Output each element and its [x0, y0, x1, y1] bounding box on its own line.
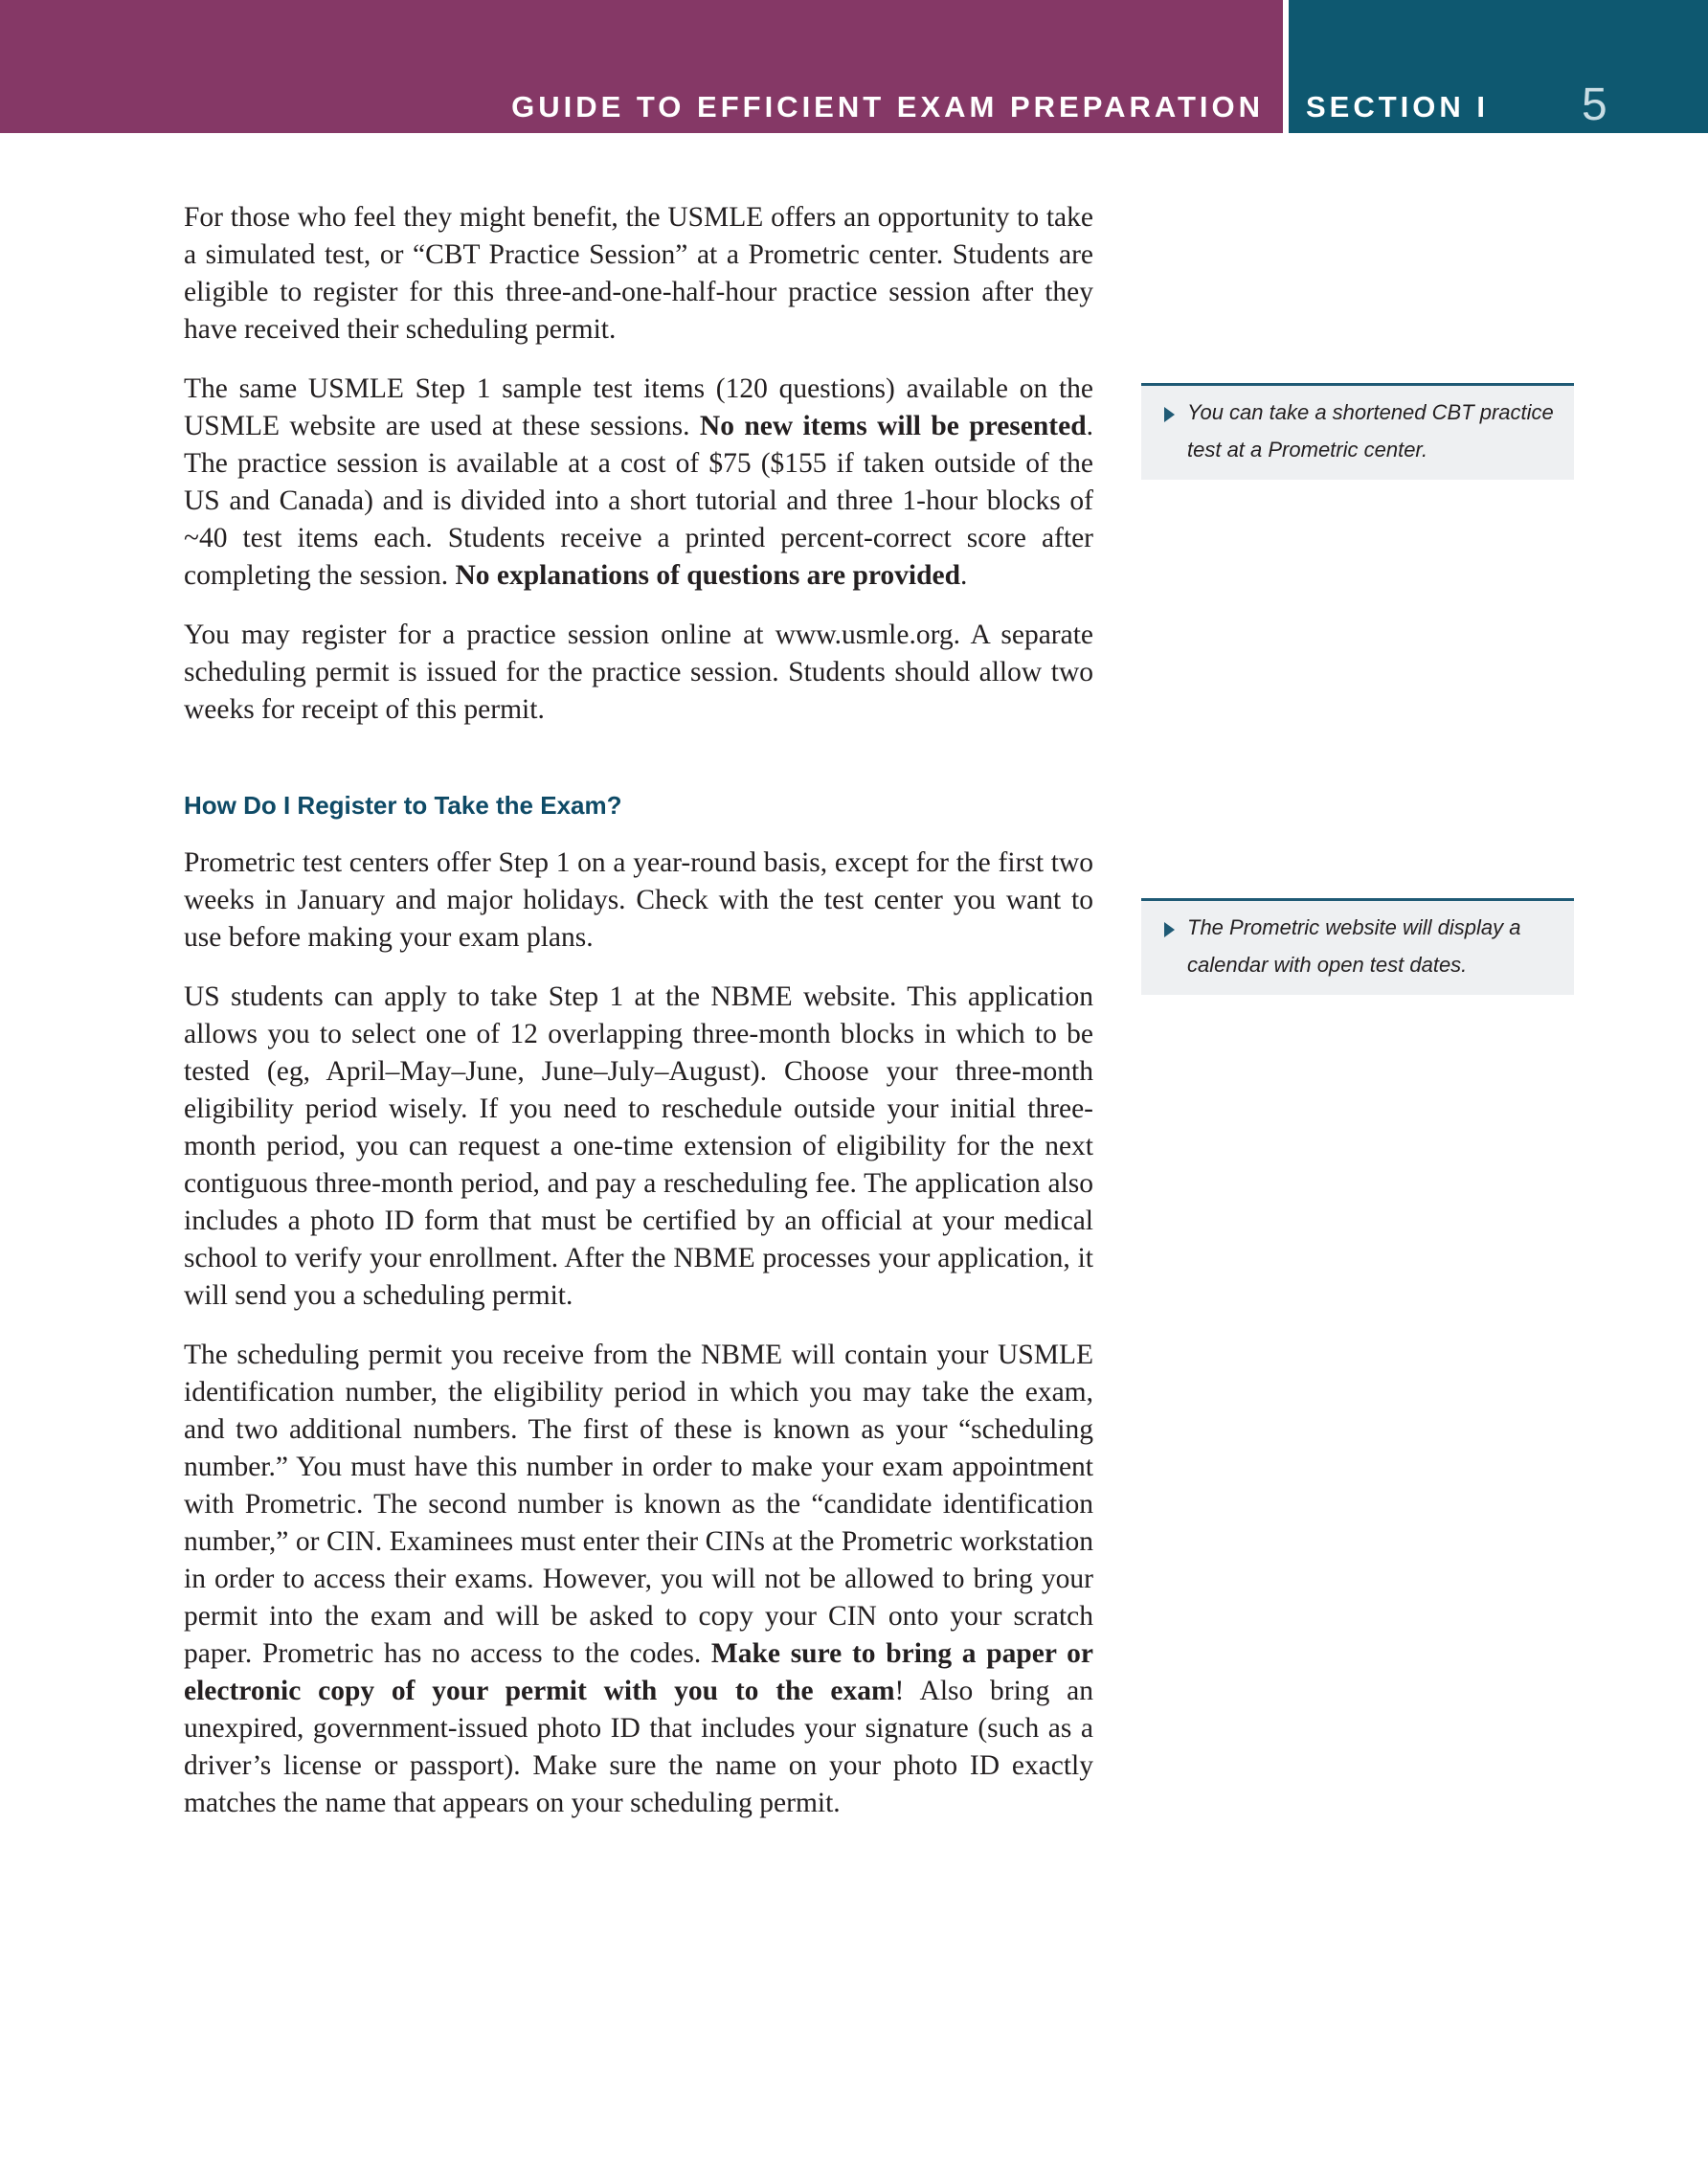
margin-note-text: You can take a shortened CBT practice test at a Prometric center. [1187, 400, 1554, 462]
bold-text: No new items will be presented [699, 411, 1087, 441]
text-span: The scheduling permit you receive from the NBME will contain your USMLE identification number, the eligibility period in which you may take the exam, and two additional numbers. The first of these is known as your “scheduling number.” You must have this number in order to make your exam appointment with Prometric. The second number is known as the “candidate identification number,” or CIN. Examinees must enter their CINs at the Prometric workstation in order to access their exams. However, you will not be allowed to bring your permit into the exam and will be asked to copy your CIN onto your scratch paper. Prometric has no access to the codes. [184, 1340, 1093, 1669]
triangle-bullet-icon [1164, 922, 1175, 937]
bold-text: Make sure to bring a paper or electronic copy of your permit with you to the exam [184, 1638, 1093, 1706]
triangle-bullet-icon [1164, 407, 1175, 422]
paragraph-us-students: US students can apply to take Step 1 at the NBME website. This application allows you to select one of 12 overlapping three-month blocks in which to be tested (eg, April–May–June, June–July–August). Choose your three-month eligibility period wisely. If you need to reschedule outside your initial three-month period, you can request a one-time extension of eligibility for the next contiguous three-month period, and pay a rescheduling fee. The application also includes a photo ID form that must be certified by an official at your medical school to verify your enrollment. After the NBME processes your application, it will send you a scheduling permit. [184, 981, 1093, 1311]
page-header [0, 0, 1708, 133]
margin-note-practice-test [1141, 383, 1574, 480]
paragraph-scheduling-permit [184, 1337, 1093, 1822]
paragraph-sample-items [184, 371, 1093, 595]
section-label: SECTION I [1306, 90, 1490, 124]
margin-note-text: The Prometric website will display a calendar with open test dates. [1187, 915, 1521, 977]
bold-text: No explanations of questions are provided [455, 560, 961, 591]
text-span: The same USMLE Step 1 sample test items (120 questions) available on the USMLE website are used at these sessions. [184, 373, 1093, 441]
main-text-column [184, 199, 1093, 1844]
text-span: . The practice session is available at a cost of $75 ($155 if taken outside of the US and Canada) and is divided into a short tutorial and three 1-hour blocks of ~40 test items each. Students receive a printed percent-correct score after completing the session. [184, 411, 1093, 591]
paragraph-test-centers: Prometric test centers offer Step 1 on a year-round basis, except for the first two weeks in January and major holidays. Check with the test center you want to use before making your exam plans. [184, 847, 1093, 953]
page-number: 5 [1582, 79, 1607, 130]
paragraph-practice-session: For those who feel they might benefit, the USMLE offers an opportunity to take a simulated test, or “CBT Practice Session” at a Prometric center. Students are eligible to register for this three-and-one-half-hour practice session after they have received their scheduling permit. [184, 202, 1093, 345]
running-title: GUIDE TO EFFICIENT EXAM PREPARATION [511, 90, 1264, 124]
text-span: ! Also bring an unexpired, government-issued photo ID that includes your signature (such as a driver’s license or passport). Make sure the name on your photo ID exactly matches the name that appears on your scheduling permit. [184, 1676, 1093, 1818]
margin-note-calendar [1141, 898, 1574, 995]
section-heading: How Do I Register to Take the Exam? [184, 791, 622, 820]
paragraph-register-practice: You may register for a practice session online at www.usmle.org. A separate scheduling permit is issued for the practice session. Students should allow two weeks for receipt of this permit. [184, 620, 1093, 725]
text-span: . [960, 560, 968, 591]
